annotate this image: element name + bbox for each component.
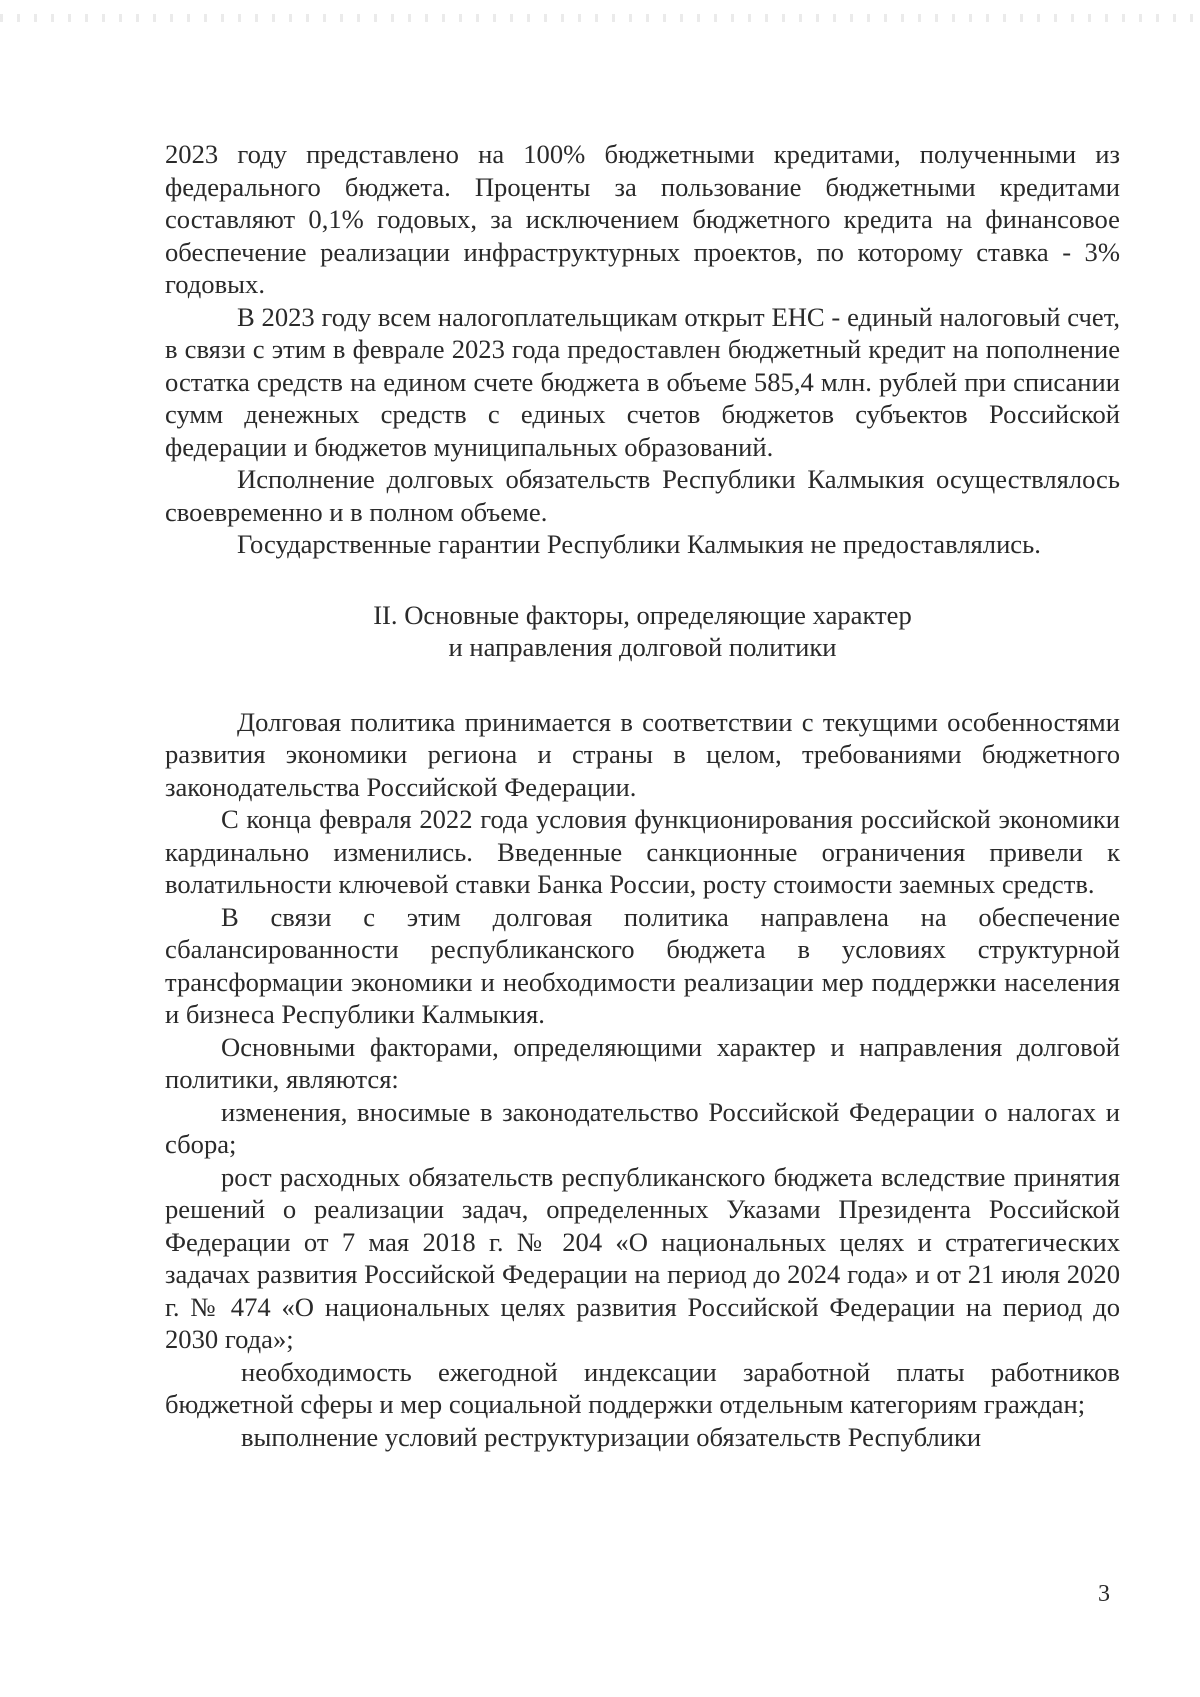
paragraph-main-factors: Основными факторами, определяющими характер и направления долговой политики, являются: <box>165 1031 1120 1094</box>
list-item-legislation: изменения, вносимые в законодательство Российской Федерации о налогах и сбора; <box>165 1096 1120 1159</box>
page-number: 3 <box>1098 1581 1110 1607</box>
section-heading-line-2: и направления долговой политики <box>448 632 837 662</box>
paragraph-policy-direction: В связи с этим долговая политика направлена на обеспечение сбалансированности республиканского бюджета в условиях структурной трансформации экономики и необходимости реализации мер поддержки населения и бизнеса Республики Калмыкия. <box>165 901 1120 1029</box>
document-body <box>165 138 1120 1453</box>
scan-header-noise <box>0 14 1200 22</box>
paragraph-economy-changes: С конца февраля 2022 года условия функционирования российской экономики кардинально изменились. Введенные санкционные ограничения привели к волатильности ключевой ставки Банка России, росту стоимости заемных средств. <box>165 804 1120 899</box>
list-item-restructuring: выполнение условий реструктуризации обязательств Республики <box>241 1421 982 1452</box>
list-item-expenditure-growth: рост расходных обязательств республиканского бюджета вследствие принятия решений о реализации задач, определенных Указами Президента Российской Федерации от 7 мая 2018 г. № 204 «О национальных целях и стратегических задачах развития Российской Федерации на период до 2024 года» и от 21 июля 2020 г. № 474 «О национальных целях развития Российской Федерации на период до 2030 года»; <box>165 1161 1120 1354</box>
paragraph-debt-execution: Исполнение долговых обязательств Республики Калмыкия осуществлялось своевременно и в полном объеме. <box>165 464 1120 527</box>
paragraph-ens: В 2023 году всем налогоплательщикам открыт ЕНС - единый налоговый счет, в связи с этим в феврале 2023 года предоставлен бюджетный кредит на пополнение остатка средств на едином счете бюджета в объеме 585,4 млн. рублей при списании сумм денежных средств с единых счетов бюджетов субъектов Российской федерации и бюджетов муниципальных образований. <box>165 301 1120 462</box>
section-heading-line-1: II. Основные факторы, определяющие характер <box>373 599 912 630</box>
paragraph-guarantees: Государственные гарантии Республики Калмыкия не предоставлялись. <box>237 529 1041 559</box>
paragraph-budget-credits: 2023 году представлено на 100% бюджетными кредитами, полученными из федерального бюджета. Проценты за пользование бюджетными кредитами составляют 0,1% годовых, за исключением бюджетного кредита на финансовое обеспечение реализации инфраструктурных проектов, по которому ставка - 3% годовых. <box>165 139 1120 299</box>
paragraph-debt-policy: Долговая политика принимается в соответствии с текущими особенностями развития экономики региона и страны в целом, требованиями бюджетного законодательства Российской Федерации. <box>165 706 1120 802</box>
list-item-salary-indexation: необходимость ежегодной индексации заработной платы работников бюджетной сферы и мер социальной поддержки отдельным категориям граждан; <box>165 1356 1120 1419</box>
section-heading <box>165 599 1120 664</box>
